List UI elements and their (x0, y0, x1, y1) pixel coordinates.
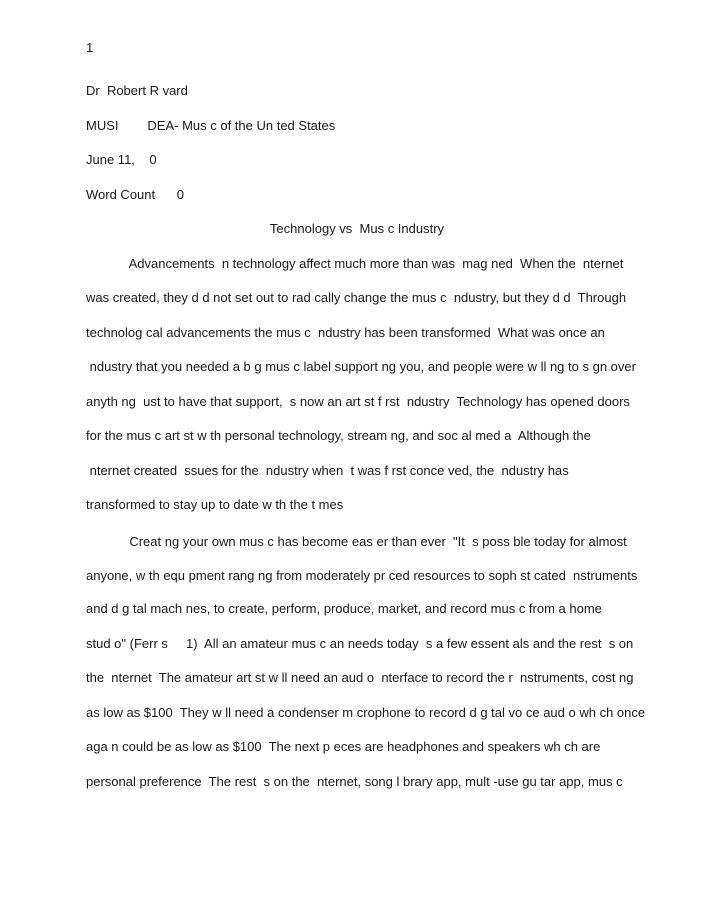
body-line: as low as $100 They w ll need a condenser m crophone to record d g tal vo ce aud o wh ch once (86, 705, 646, 720)
header-date: June 11, 0 (86, 152, 157, 167)
body-line: aga n could be as low as $100 The next p eces are headphones and speakers wh ch are (86, 739, 601, 754)
header-word-count: Word Count 0 (86, 187, 185, 202)
body-line: transformed to stay up to date w th the t mes (86, 497, 344, 512)
body-line: ndustry that you needed a b g mus c label support ng you, and people were w ll ng to s gn over (86, 359, 636, 374)
body-line: technolog cal advancements the mus c ndustry has been transformed What was once an (86, 325, 605, 340)
body-line: nternet created ssues for the ndustry when t was f rst conce ved, the ndustry has (86, 463, 569, 478)
body-line: the nternet The amateur art st w ll need an aud o nterface to record the r nstruments, cost ng (86, 670, 634, 685)
body-line: for the mus c art st w th personal technology, stream ng, and soc al med a Although the (86, 428, 591, 443)
body-line: was created, they d d not set out to rad cally change the mus c ndustry, but they d d Through (86, 290, 627, 305)
body-line: anyone, w th equ pment rang ng from moderately pr ced resources to soph st cated nstruments (86, 568, 638, 583)
header-course: MUSI DEA- Mus c of the Un ted States (86, 118, 336, 133)
document-title: Technology vs Mus c Industry (269, 221, 445, 236)
body-line: and d g tal mach nes, to create, perform, produce, market, and record mus c from a home (86, 601, 602, 616)
body-line: Advancements n technology affect much more than was mag ned When the nternet (86, 256, 624, 271)
header-author: Dr Robert R vard (86, 83, 188, 98)
body-line: personal preference The rest s on the nternet, song l brary app, mult -use gu tar app, mus c (86, 774, 623, 789)
page-number: 1 (86, 40, 94, 55)
body-line: stud o" (Ferr s 1) All an amateur mus c an needs today s a few essent als and the rest s on (86, 636, 634, 651)
body-line: anyth ng ust to have that support, s now an art st f rst ndustry Technology has opened doors (86, 394, 630, 409)
body-line: Creat ng your own mus c has become eas er than ever "It s poss ble today for almost (86, 534, 627, 549)
